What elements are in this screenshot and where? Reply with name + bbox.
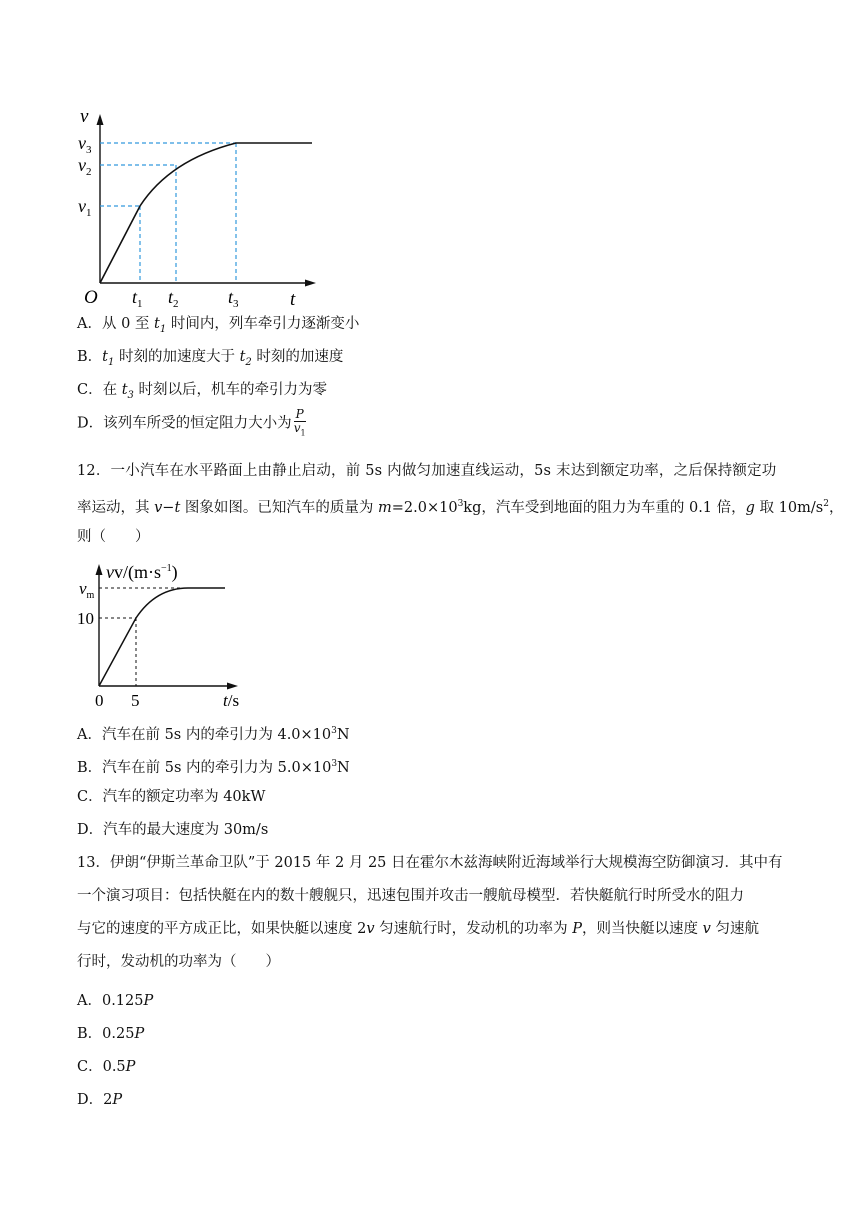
q13-option-c[interactable]: C．0.5P bbox=[77, 1059, 136, 1075]
q13-option-d[interactable]: D．2P bbox=[77, 1092, 123, 1108]
q11-option-d[interactable] bbox=[77, 408, 306, 439]
graph-tick-subscript: 3 bbox=[233, 298, 239, 310]
graph-tick-subscript: 1 bbox=[86, 207, 92, 219]
q11-option-a-sub: 1 bbox=[159, 323, 167, 335]
q11-x-axis-label: t bbox=[290, 289, 296, 310]
q11-option-c-post: 时刻以后，机车的牵引力为零 bbox=[133, 382, 328, 398]
graph-tick-subscript: 2 bbox=[86, 166, 92, 178]
q12-y-arrow bbox=[96, 564, 103, 575]
graph-tick-subscript: 3 bbox=[86, 144, 92, 156]
q11-option-b-sub2: 2 bbox=[245, 356, 252, 368]
q11-tick-v2: $v_2$ bbox=[78, 155, 92, 178]
q12-vt-symbol: v−t bbox=[154, 499, 181, 516]
q13-stem-line-1: 13．伊朗“伊斯兰革命卫队”于 2015 年 2 月 25 日在霍尔木兹海峡附近海域举行大规模海空防御演习．其中有 bbox=[77, 855, 783, 871]
q12-x-axis-label: t/s bbox=[223, 691, 240, 710]
q11-tick-v3: $v_3$ bbox=[78, 133, 92, 156]
q12-option-b-text: B．汽车在前 5s 内的牵引力为 5.0×10 bbox=[77, 759, 332, 776]
q13-option-b[interactable]: B．0.25P bbox=[77, 1026, 145, 1042]
q12-option-d[interactable]: D．汽车的最大速度为 30m/s bbox=[77, 822, 269, 838]
q11-option-a-var: t bbox=[154, 316, 160, 332]
q11-option-a[interactable] bbox=[77, 314, 359, 340]
q11-option-a-pre: A．从 0 至 bbox=[77, 316, 155, 332]
q11-option-d-fraction bbox=[294, 408, 306, 439]
q13-stem-line-2: 一个演习项目：包括快艇在内的数十艘舰只，迅速包围并攻击一艘航母模型．若快艇航行时所受水的阻力 bbox=[77, 888, 744, 904]
q12-origin-label: 0 bbox=[95, 691, 104, 710]
q11-option-b-sub1: 1 bbox=[107, 356, 115, 368]
q13-stem-line-4: 行时，发动机的功率为（ ） bbox=[77, 954, 280, 970]
q11-tick-v1: $v_1$ bbox=[78, 196, 92, 219]
q12-option-c[interactable]: C．汽车的额定功率为 40kW bbox=[77, 789, 266, 805]
q11-option-c-pre: C．在 bbox=[77, 382, 122, 398]
q13-option-a[interactable]: A．0.125P bbox=[77, 993, 154, 1009]
q11-origin-label: O bbox=[84, 287, 98, 308]
q11-y-arrow bbox=[97, 114, 104, 125]
q12-y-axis-exponent: −1 bbox=[161, 563, 172, 574]
q11-velocity-curve bbox=[100, 143, 312, 283]
q11-option-c[interactable] bbox=[77, 380, 327, 406]
q12-vm-label: $v_m$ bbox=[79, 579, 95, 601]
q12-stem-line-2: 率运动，其 v−t 图象如图。已知汽车的质量为 $m=2.0\times 10^3kg$，汽车受到地面的阻力为车重的 0.1 倍，g 取 $10m/s^2$， bbox=[77, 499, 844, 516]
q12-velocity-curve bbox=[99, 588, 225, 686]
q12-tick-10: 10 bbox=[77, 609, 94, 628]
graph-tick-subscript: 2 bbox=[173, 298, 179, 310]
q12-stem-line-3: 则（ ） bbox=[77, 529, 150, 545]
q11-option-b-var2: t bbox=[239, 349, 246, 365]
q12-option-b[interactable]: B．汽车在前 5s 内的牵引力为 $5.0\times 10^3N$ bbox=[77, 759, 350, 776]
q13-stem-line-3: 与它的速度的平方成正比，如果快艇以速度 2v 匀速航行时，发动机的功率为 P，则当快艇以速度 v 匀速航 bbox=[77, 921, 759, 937]
q11-tick-t3: $t_3$ bbox=[228, 287, 239, 310]
q11-option-b-label: B． bbox=[77, 349, 103, 365]
q11-vt-graph bbox=[70, 100, 330, 310]
q12-option-a[interactable]: A．汽车在前 5s 内的牵引力为 $4.0\times 10^3N$ bbox=[77, 726, 350, 743]
q12-mass-symbol: m bbox=[378, 499, 392, 516]
q11-option-b-mid: 时刻的加速度大于 bbox=[114, 349, 240, 365]
q12-vt-graph bbox=[70, 556, 260, 714]
q11-option-b[interactable] bbox=[77, 347, 343, 373]
q12-y-axis-close: ) bbox=[171, 562, 178, 582]
q11-option-c-var: t bbox=[121, 382, 128, 398]
q11-x-arrow bbox=[305, 280, 316, 287]
q11-y-axis-label: v bbox=[80, 106, 89, 127]
q11-option-b-post: 时刻的加速度 bbox=[251, 349, 344, 365]
q11-tick-t2: $t_2$ bbox=[168, 287, 179, 310]
q12-option-a-text: A．汽车在前 5s 内的牵引力为 4.0×10 bbox=[77, 726, 332, 743]
q11-option-b-var1: t bbox=[102, 349, 108, 365]
q12-tick-5: 5 bbox=[131, 691, 140, 710]
q11-option-a-post: 时间内，列车牵引力逐渐变小 bbox=[166, 316, 360, 332]
q11-option-d-denominator: $v_1$ bbox=[293, 421, 306, 438]
q12-y-axis-label: $vv/(m\cdot s^{-1})$ bbox=[106, 562, 178, 582]
q12-g-symbol: g bbox=[745, 499, 755, 516]
graph-tick-subscript: 1 bbox=[137, 298, 143, 310]
q11-option-c-sub: 3 bbox=[127, 389, 134, 401]
q11-option-d-numerator: P bbox=[295, 407, 304, 421]
q11-option-d-pre: D．该列车所受的恒定阻力大小为 bbox=[77, 415, 292, 432]
q11-tick-t1: $t_1$ bbox=[132, 287, 143, 310]
q12-stem-line-1: 12．一小汽车在水平路面上由静止启动，前 5s 内做匀加速直线运动，5s 末达到额定功率，之后保持额定功 bbox=[77, 463, 777, 479]
q12-x-arrow bbox=[227, 683, 238, 690]
